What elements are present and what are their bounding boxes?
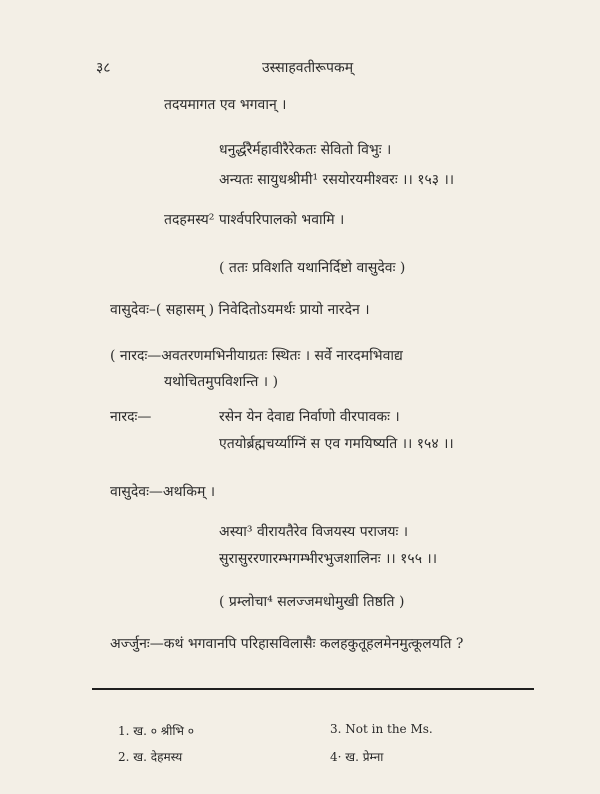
dialogue-vasudeva-2: वासुदेवः—अथकिम् । bbox=[110, 484, 216, 500]
verse-154-line-2: एतयोर्ब्रह्मचर्य्याग्निं स एव गमयिष्यति ।। १५४ ।। bbox=[219, 436, 454, 452]
verse-153-line-1: धनुर्द्धरैर्महावीरैरेकतः सेवितो विभुः । bbox=[219, 142, 392, 158]
verse-155-line-1: अस्या³ वीरायतैरेव विजयस्य पराजयः । bbox=[219, 524, 409, 540]
running-title: उस्साहवतीरूपकम् bbox=[262, 60, 354, 76]
footnote-2: 2. ख. देहमस्य bbox=[118, 750, 183, 764]
text-line-1: तदयमागत एव भगवान् । bbox=[164, 97, 287, 113]
speaker-narada: नारदः— bbox=[110, 409, 152, 425]
footnote-4: 4· ख. प्रेम्ना bbox=[330, 750, 384, 764]
footnote-3: 3. Not in the Ms. bbox=[330, 722, 433, 736]
verse-153-line-2: अन्यतः सायुधश्रीमी¹ रसयोरयमीश्वरः ।। १५३ ।। bbox=[219, 172, 455, 188]
dialogue-arjuna: अर्ज्जुनः—कथं भगवानपि परिहासविलासैः कलहकुतूहलमेनमुत्कूलयति ? bbox=[110, 636, 464, 652]
stage-direction-2: ( नारदः—अवतरणमभिनीयाग्रतः स्थितः । सर्वे नारदमभिवाद्य bbox=[110, 348, 403, 364]
page-number: ३८ bbox=[96, 60, 111, 76]
stage-direction-3: यथोचितमुपविशन्ति । ) bbox=[164, 374, 279, 390]
text-line-4: तदहमस्य² पार्श्वपरिपालको भवामि । bbox=[164, 212, 345, 228]
footnote-separator bbox=[92, 688, 534, 690]
footnote-1: 1. ख. ० श्रीभि ० bbox=[118, 724, 194, 738]
stage-direction-4: ( प्रम्लोचा⁴ सलज्जमधोमुखी तिष्ठति ) bbox=[219, 594, 405, 610]
dialogue-vasudeva-1: वासुदेवः–( सहासम् ) निवेदितोऽयमर्थः प्रायो नारदेन । bbox=[110, 302, 370, 318]
stage-direction-1: ( ततः प्रविशति यथानिर्दिष्टो वासुदेवः ) bbox=[219, 260, 406, 276]
verse-155-line-2: सुरासुररणारम्भगम्भीरभुजशालिनः ।। १५५ ।। bbox=[219, 551, 438, 567]
verse-154-line-1: रसेन येन देवाद्य निर्वाणो वीरपावकः । bbox=[219, 409, 400, 425]
